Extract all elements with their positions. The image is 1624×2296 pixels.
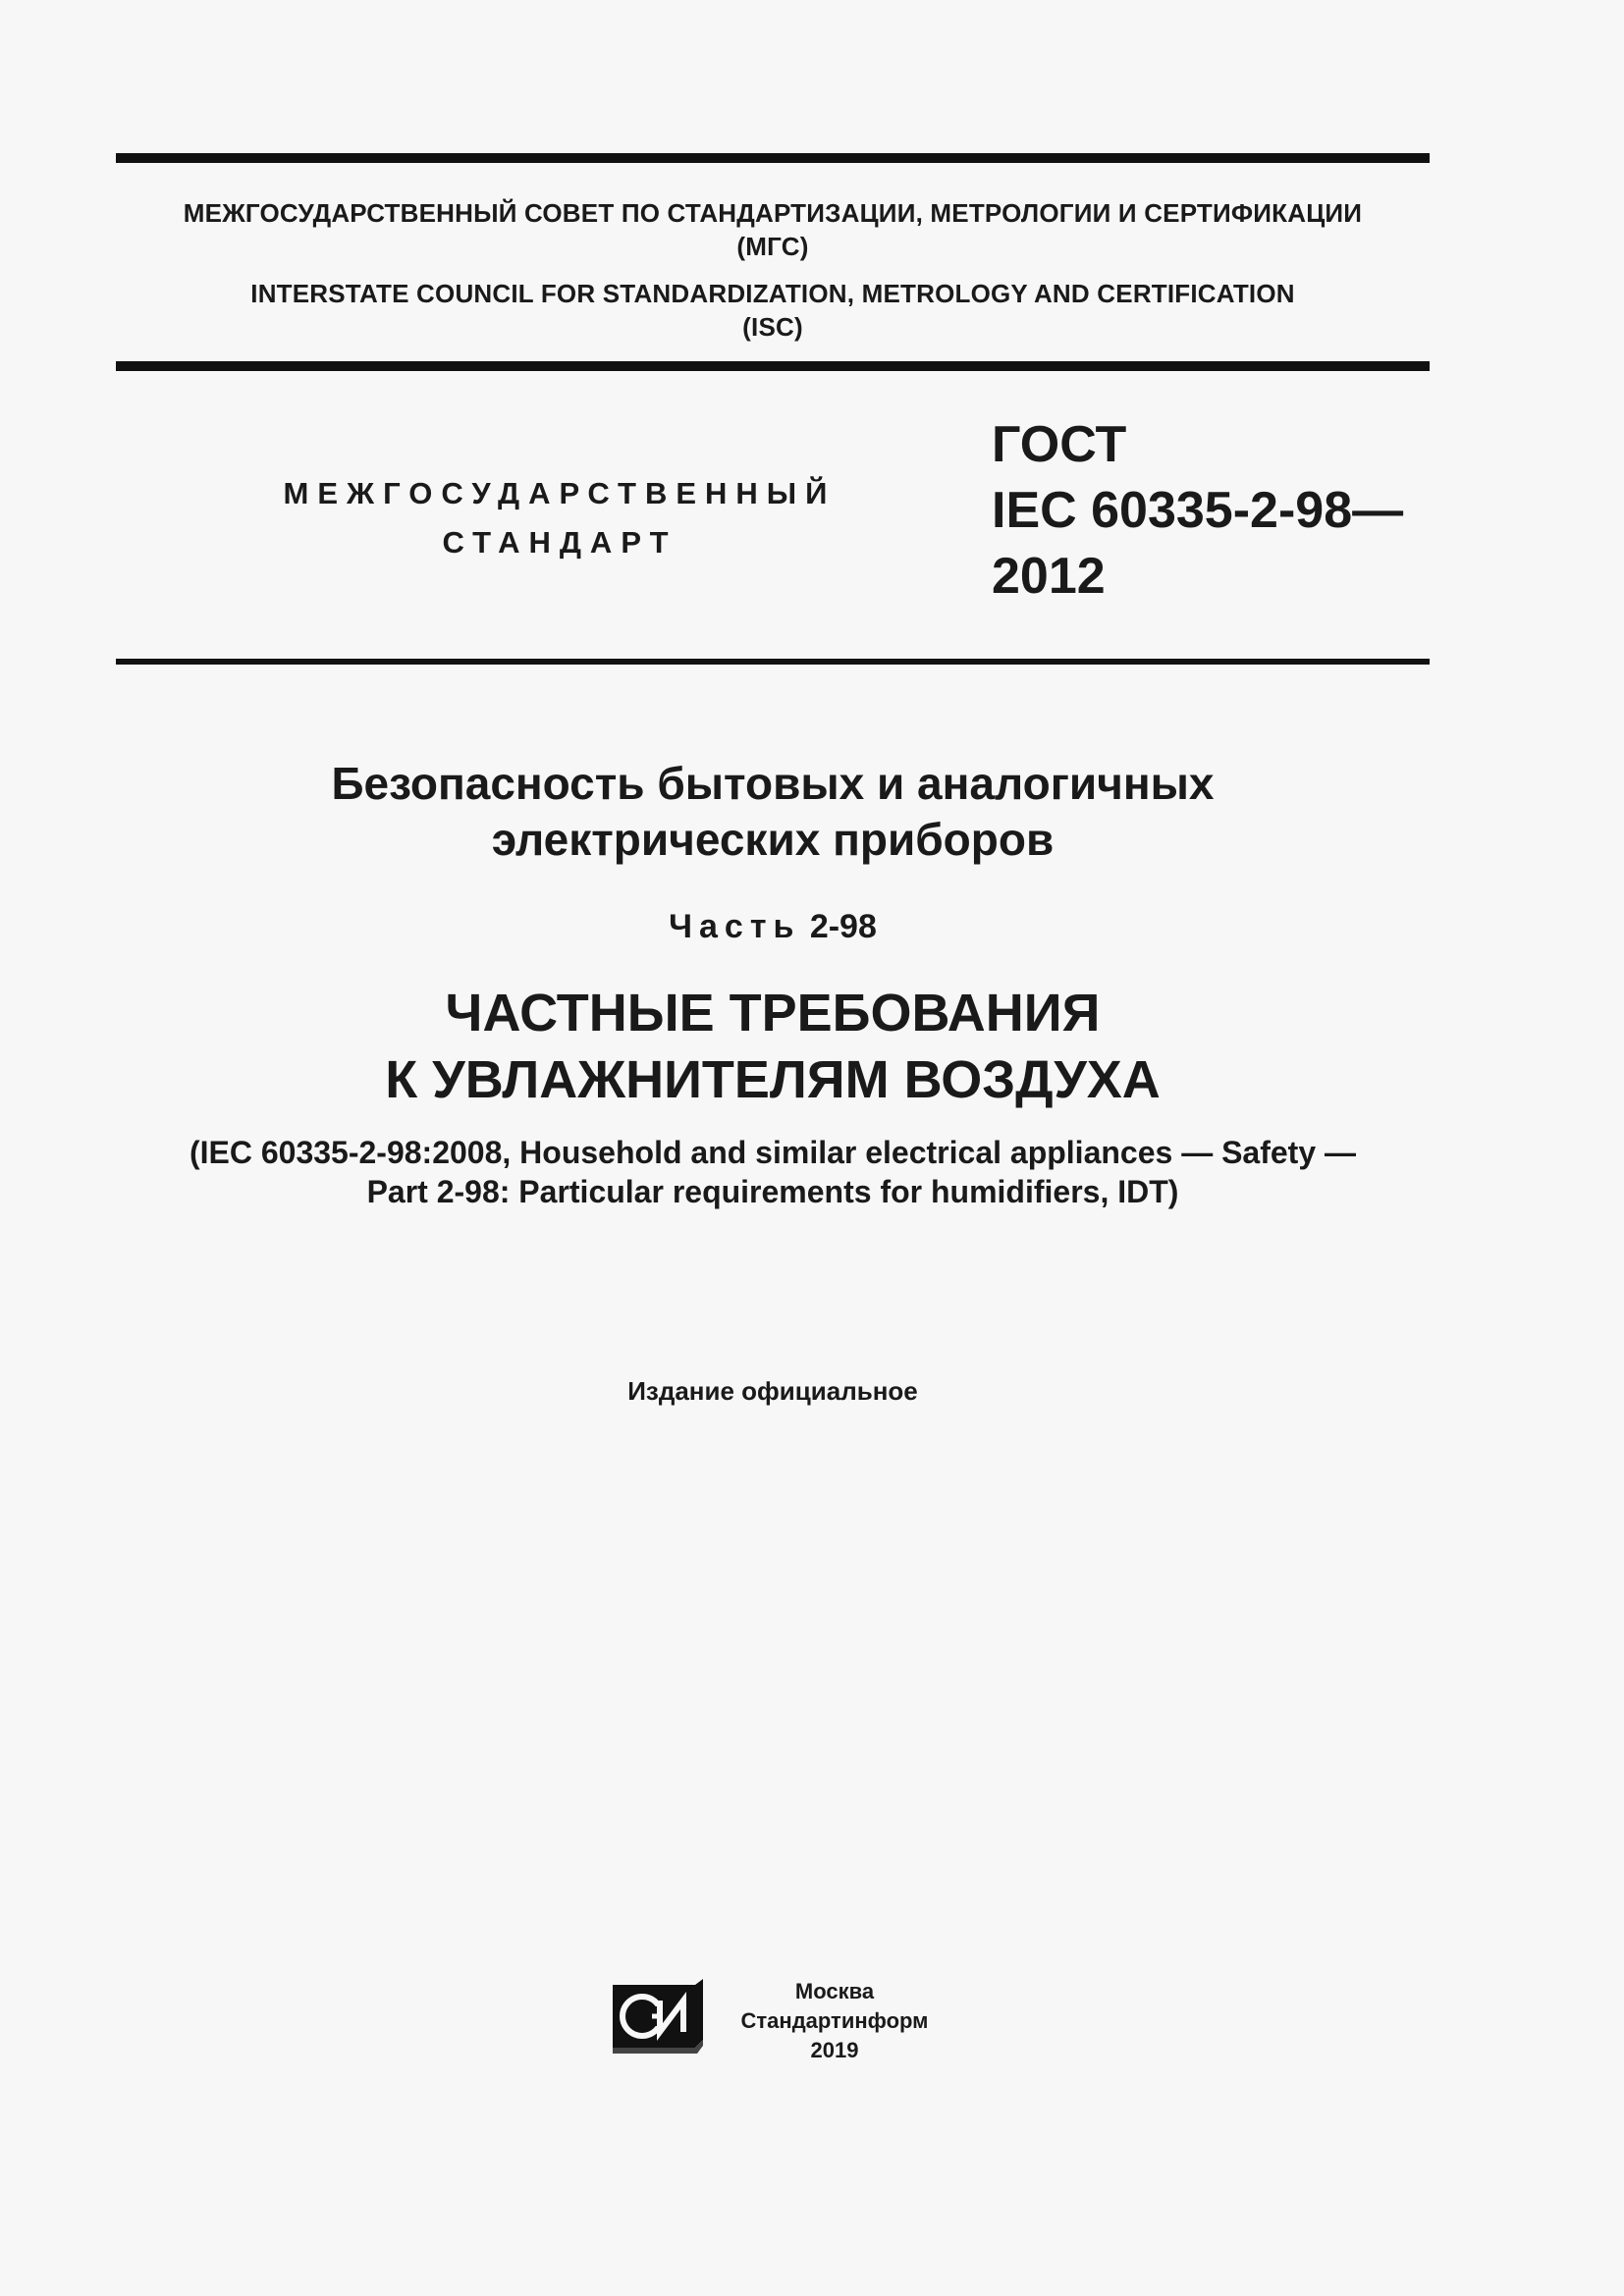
publisher-city: Москва bbox=[794, 1979, 875, 2003]
publisher-year: 2019 bbox=[810, 2038, 859, 2062]
council-en-name: INTERSTATE COUNCIL FOR STANDARDIZATION, METROLOGY AND CERTIFICATION bbox=[250, 279, 1295, 308]
edition-note: Издание официальное bbox=[627, 1376, 918, 1406]
council-ru bbox=[116, 196, 1430, 263]
gost-designation-line1: ГОСТ bbox=[992, 416, 1127, 473]
standartinform-logo-icon bbox=[611, 1979, 705, 2054]
document-subtitle bbox=[116, 980, 1430, 1113]
council-ru-name: МЕЖГОСУДАРСТВЕННЫЙ СОВЕТ ПО СТАНДАРТИЗАЦИИ, МЕТРОЛОГИИ И СЕРТИФИКАЦИИ bbox=[183, 198, 1363, 228]
gost-designation bbox=[992, 412, 1424, 610]
part-number: 2-98 bbox=[809, 908, 877, 945]
document-title bbox=[116, 756, 1430, 868]
part-label: Часть bbox=[669, 908, 801, 945]
document-title-line1: Безопасность бытовых и аналогичных bbox=[331, 758, 1215, 809]
iec-reference-line2: Part 2-98: Particular requirements for humidifiers, IDT) bbox=[366, 1174, 1179, 1209]
council-en-abbr: (ISC) bbox=[742, 312, 803, 342]
iec-reference-line1: (IEC 60335-2-98:2008, Household and similar electrical appliances — Safety — bbox=[189, 1135, 1357, 1170]
top-rule bbox=[116, 153, 1430, 163]
council-rule bbox=[116, 361, 1430, 371]
iec-reference bbox=[116, 1133, 1430, 1211]
gost-designation-line3: 2012 bbox=[992, 548, 1106, 605]
council-en bbox=[116, 277, 1430, 344]
publisher-name: Стандартинформ bbox=[740, 2008, 929, 2033]
standard-type-line2: СТАНДАРТ bbox=[442, 525, 677, 560]
standard-type-line1: МЕЖГОСУДАРСТВЕННЫЙ bbox=[283, 476, 837, 510]
document-subtitle-line1: ЧАСТНЫЕ ТРЕБОВАНИЯ bbox=[445, 984, 1101, 1042]
document-title-line2: электрических приборов bbox=[491, 814, 1055, 865]
document-subtitle-line2: К УВЛАЖНИТЕЛЯМ ВОЗДУХА bbox=[385, 1050, 1161, 1109]
standard-type bbox=[245, 469, 874, 567]
header-bottom-rule bbox=[116, 659, 1430, 665]
council-ru-abbr: (МГС) bbox=[736, 232, 809, 261]
gost-designation-line2: IEC 60335-2-98— bbox=[992, 482, 1404, 539]
part-heading bbox=[116, 905, 1430, 948]
publisher-block bbox=[717, 1977, 952, 2065]
